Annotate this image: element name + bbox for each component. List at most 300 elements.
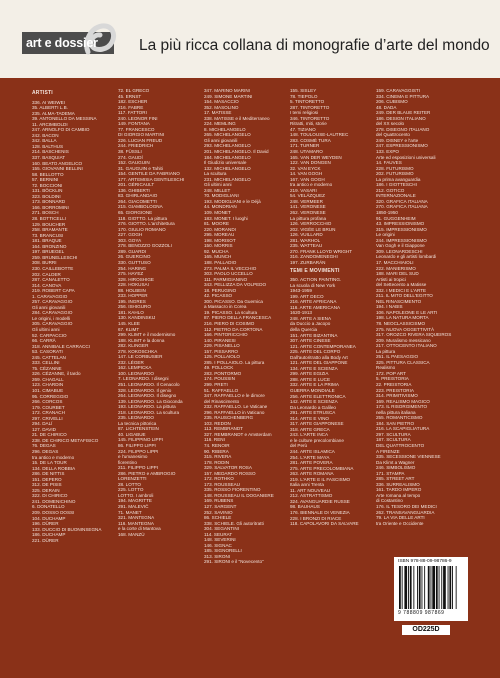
monograph-entry: 1620-1913	[290, 310, 312, 316]
monograph-entry: 101. CIMABUE	[32, 387, 64, 393]
monograph-entry: 183. MONET. I luoghi	[204, 215, 248, 221]
monograph-entry: 145. KLEE	[118, 320, 140, 326]
monograph-entry: 131. BÖCKLIN	[32, 188, 63, 194]
monograph-entry: 167. VAN GOGH	[290, 176, 325, 182]
monograph-entry: Leonardo e gli artisti lombardi	[376, 254, 437, 260]
monograph-entry: 43. IMPRESSIONISMO	[376, 221, 425, 227]
monograph-entry: 26. GUERCINO	[118, 254, 151, 260]
monograph-entry: 72. EL GRECO	[118, 88, 150, 93]
monograph-entry: 11. ART NOUVEAU	[290, 487, 331, 493]
monograph-entry: 11. ARCIMBOLDI	[32, 121, 68, 127]
monograph-entry: 65. GIORGIONE	[118, 210, 153, 216]
monograph-entry: 201. MICHELANGELO. Il David	[204, 149, 269, 155]
monograph-entry: 148. ROUSSEAU IL DOGANIERE	[204, 492, 274, 498]
art-e-dossier-logo	[22, 32, 114, 54]
monograph-entry: 235. RAUSCHENBERG	[204, 415, 254, 421]
monograph-entry: 215. GIAMBOLOGNA	[118, 204, 163, 210]
monograph-entry: 312. DE PISIS	[32, 482, 62, 488]
monograph-entry: 202. CALDER	[32, 271, 61, 277]
monograph-entry: 195. INGRES	[118, 298, 146, 304]
monograph-entry: Arte romana al tempo	[376, 492, 421, 498]
monograph-entry: 141. VERONESE	[290, 204, 326, 210]
monograph-entry: 130. KANDINSKIJ	[118, 315, 156, 321]
monograph-entry: 217. OTTOCENTO ITALIANO	[376, 343, 437, 349]
monograph-entry: 151. DEPERO	[32, 476, 62, 482]
monograph-entry: 334. CINEMA E PITTURA	[376, 93, 430, 99]
monograph-entry: 291. MALEVIČ	[118, 504, 149, 510]
monograph-entry: 123. CHARDIN	[32, 382, 64, 388]
monograph-entry: 275. HAYEZ	[118, 271, 144, 277]
monograph-entry: 224. FILIPPO LIPPI	[118, 448, 159, 454]
monograph-entry: 103. REDON	[204, 420, 231, 426]
monograph-entry: A FIRENZE	[376, 448, 400, 454]
monograph-entry: e l'umanesimo	[118, 454, 148, 460]
monograph-entry: 28. LOTTO	[118, 481, 141, 487]
spine-band	[0, 78, 24, 678]
monograph-entry: 116. RENI	[204, 437, 225, 443]
monograph-entry: 206. CUBISMO	[376, 99, 408, 105]
monograph-entry: 106. NAPOLEONE E LE ARTI	[376, 309, 438, 315]
monograph-entry: del Rinascimento	[204, 398, 240, 404]
monograph-entry: 289. GUARDI	[118, 248, 147, 254]
monograph-entry: 134. DELLA ROBBIA	[32, 465, 76, 471]
list-column	[376, 88, 454, 526]
monograph-entry: 278. DISEGNO ITALIANO	[376, 126, 430, 132]
monograph-entry: 262. TRANSAVANGUARDIA	[376, 509, 435, 515]
monograph-entry: 91. GUGGENHEIM	[376, 215, 416, 221]
monograph-entry: e le culture precolombiane	[290, 437, 344, 443]
monograph-entry: 281. ARTE POVERA	[290, 460, 333, 466]
monograph-entry: Van Gogh e il Giappone	[376, 243, 425, 249]
monograph-entry: 14. VAN GOGH	[290, 171, 323, 177]
monograph-entry: 338. MATISSE e il Mediterraneo	[204, 115, 270, 121]
monograph-entry: Da Leonardo a Galileo	[290, 404, 336, 410]
monograph-entry: 157. PISSARRO	[204, 348, 238, 354]
monograph-entry: 39. ANTONELLO DA MESSINA	[32, 116, 97, 122]
monograph-entry: 18. PERUGINO	[204, 287, 237, 293]
monograph-entry: Realismo	[376, 365, 396, 371]
monograph-entry: 209. Muralismo messicano	[376, 337, 431, 343]
monograph-entry: 326. CÉZANNE, il tardo	[32, 371, 81, 377]
monograph-entry: tra antico e moderno	[290, 182, 333, 188]
monograph-entry: 79. LA VIA DELLE ARTI	[376, 515, 425, 521]
monograph-entry: Il Giudizio universale	[204, 160, 247, 166]
monograph-entry: 193. LEONARDO. La pittura	[118, 404, 176, 410]
monograph-entry: 308. BURRI	[32, 260, 57, 266]
monograph-entry: 219. VASARI	[290, 187, 317, 193]
monograph-entry: 179. COURBET	[32, 404, 65, 410]
monograph-entry: 173. IL RISORGIMENTO	[376, 404, 428, 410]
monograph-entry: 1. CARAVAGGIO	[32, 293, 68, 299]
monograph-entry: 202. VIGÉE LE BRUN	[290, 226, 336, 232]
monograph-entry: 148. SEVERINI	[204, 537, 236, 543]
monograph-entry: 126. VUILLARD	[290, 232, 323, 238]
monograph-entry: 286. DE NITTIS	[32, 471, 65, 477]
monograph-entry: 343. PELLIZZA DA VOLPEDO	[204, 282, 267, 288]
monograph-entry: 194. I NABIS	[376, 304, 403, 310]
monograph-entry: 256. ARTE ELETTRONICA	[290, 393, 346, 399]
monograph-entry: 317. ARTE GIAPPONESE	[290, 421, 344, 427]
monograph-entry: 307. ARTE CINESE	[290, 338, 331, 344]
monograph-entry: 330. GUTTUSO	[118, 259, 151, 265]
monograph-entry: 211. FILIPPO LIPPI	[118, 465, 159, 471]
monograph-entry: 219. ROBERT CAPA	[32, 288, 75, 294]
monograph-entry: 172. ROTHKO	[204, 476, 234, 482]
monograph-entry: 172. POP ART	[376, 370, 406, 376]
monograph-entry: 251. IL PAESAGGIO	[376, 354, 419, 360]
monograph-entry: 347. MARINO MARINI	[204, 88, 250, 93]
monograph-entry: 54. VELÁZQUEZ	[290, 193, 325, 199]
monograph-entry: 257. CARAVAGGIO	[32, 299, 73, 305]
monograph-entry: 270. GRAFICA ITALIANA	[376, 204, 428, 210]
monograph-entry: 216. ARTE AFRICANA	[290, 299, 337, 305]
monograph-entry: 273. PALMA IL VECCHIO	[204, 265, 257, 271]
monograph-entry: 49. POLLOCK	[204, 365, 234, 371]
monograph-entry: 155. GIOVANNI BELLINI	[32, 166, 83, 172]
monograph-entry: 254. L'ARTE MAYA	[290, 454, 330, 460]
monograph-entry: 125. POLLAIOLO	[204, 354, 241, 360]
monograph-entry: 325. PITTURA CLASSICA	[376, 359, 430, 365]
monograph-entry: 263. ARTE ROMANA	[290, 471, 334, 477]
monograph-entry: 314. CANOVA	[32, 282, 62, 288]
monograph-entry: 209. DOSSO DOSSI	[32, 510, 75, 516]
monograph-entry: 197. BRUEGEL	[32, 249, 65, 255]
monograph-entry: 58. BELLOTTO	[32, 171, 64, 177]
logo-text: art e dossier	[26, 36, 98, 50]
monograph-entry: fiorentino	[118, 459, 137, 465]
monograph-entry: 328. HIROSHIGE	[118, 276, 154, 282]
monograph-entry: 47. TIZIANO	[290, 126, 316, 132]
monograph-entry: 188. MARI DEL SUD	[376, 271, 419, 277]
monograph-entry: 220. MORANDI	[204, 226, 236, 232]
monograph-entry: 214. BASCHENIS	[32, 149, 69, 155]
monograph-entry: 154. MASACCIO	[204, 99, 239, 105]
monograph-entry: INTERNAZIONALE	[376, 193, 416, 199]
monograph-entry: 225. LOTTO	[118, 487, 144, 493]
monograph-entry: 169. RUBENS	[204, 498, 234, 504]
monograph-entry: 231. MICHELANGELO	[204, 176, 251, 182]
monograph-entry: 248. UTAMARO	[290, 149, 323, 155]
monograph-entry: 297. CRIVELLI	[32, 415, 63, 421]
monograph-entry: 296. RAFFAELLO in Vaticano	[204, 409, 265, 415]
monograph-entry: 129. BOUCHER	[32, 221, 66, 227]
monograph-entry: 17. MACCHIAIOLI	[376, 259, 414, 265]
monograph-entry: 196. DÜRER	[32, 521, 59, 527]
monograph-entry: 264. LEONARDO. Il disegno	[118, 393, 177, 399]
monograph-entry: DI GIORGIO MARTINI	[118, 132, 165, 138]
monograph-entry: 52. CARPACCIO	[32, 332, 67, 338]
monograph-entry: 216. LA SCAPIGLIATURA	[376, 426, 430, 432]
monograph-entry: 269. CHAGALL	[32, 376, 64, 382]
monograph-entry: 188. PALLADIO	[204, 259, 237, 265]
monograph-entry: 78. NEOCLASSICISMO	[376, 320, 426, 326]
monograph-entry: 303. GOYA	[118, 237, 142, 243]
monograph-entry: 246. SIMBOLISMO	[376, 465, 416, 471]
monograph-entry: Artisti ai tropici	[376, 276, 406, 282]
monograph-entry: 347. RAFFAELLO e le dimore	[204, 393, 265, 399]
monograph-entry: 248. MILLET	[204, 187, 231, 193]
monograph-entry: 121. ARTE CONTEMPORANEA	[290, 343, 356, 349]
monograph-entry: 316. ZANDOMENEGHI	[290, 254, 338, 260]
monograph-entry: 293. MICHELANGELO	[204, 143, 251, 149]
monograph-entry: 83. GHIRLANDAIO	[118, 193, 158, 199]
monograph-entry: 147. LE CORBUSIER	[118, 354, 163, 360]
monograph-entry: 244. IMPRESSIONISMO	[376, 237, 427, 243]
monograph-entry: 352. MASOLINO	[204, 104, 239, 110]
monograph-entry: 296. DEGAS	[32, 449, 59, 454]
monograph-entry: 181. BRAQUE	[32, 238, 62, 244]
monograph-entry: 350. ACTION PAINTING.	[290, 277, 342, 283]
monograph-entry: 346. TINTORETTO	[290, 115, 330, 121]
monograph-entry: 171. STAMPA	[376, 470, 405, 476]
monograph-entry: 78. TIEPOLO	[290, 93, 318, 99]
monograph-entry: 74. RENOIR	[204, 443, 230, 448]
monograph-entry: 318. ARTE GRECA	[290, 426, 330, 432]
monograph-entry: DEL QUATTROCENTO	[376, 443, 425, 448]
monograph-entry: 126. VERROCCHIO	[290, 221, 332, 227]
monograph-entry: del Settecento a Matisse	[376, 282, 427, 288]
monograph-entry: 112. PIETRO DA CORTONA	[204, 326, 263, 332]
monograph-entry: 169. REALISMO MAGICO	[376, 398, 430, 404]
monograph-entry: 155. SISLEY	[290, 88, 317, 93]
monograph-entry: 38. FÜSSLI	[118, 149, 142, 155]
monograph-entry: 232. LÉGER	[118, 359, 144, 365]
monograph-entry: 274. GAUDÍ	[118, 154, 143, 160]
monograph-entry: Ritratti, miti, storie	[290, 121, 327, 127]
monograph-entry: 87. PIERO DELLA FRANCESCA	[204, 315, 272, 321]
barcode-icon	[398, 566, 464, 609]
monograph-entry: La pittura profana	[290, 215, 327, 221]
monograph-entry: 238. DE CHIRICO METAFISICO	[32, 437, 99, 443]
monograph-entry: 118. GIOTTO. La pittura	[118, 215, 168, 221]
monograph-entry: La scultura	[204, 171, 227, 177]
monograph-entry: 294. DALÍ	[32, 421, 53, 427]
monograph-entry: 228. FUTURISMO	[376, 165, 414, 171]
monograph-entry: 113. REMBRANDT	[204, 426, 243, 432]
monograph-entry: 278. BENOZZO GOZZOLI	[118, 243, 172, 249]
monograph-entry: 251. LEONARDO. Il Cenacolo	[118, 381, 180, 387]
monograph-entry: 197. ZURBARÁN	[290, 259, 326, 265]
monograph-entry: 283. PONTORMO	[204, 370, 242, 376]
monograph-entry: 247. ESPRESSIONISMO	[376, 143, 428, 149]
monograph-entry: 235. ALMA-TADEMA	[32, 110, 75, 116]
monograph-entry: Gli anni giovanili	[32, 304, 66, 310]
monograph-entry: 252. SAVINIO	[204, 509, 233, 515]
monograph-entry: 216. FABRE	[118, 104, 144, 110]
monograph-entry: 174. POUSSIN	[204, 376, 235, 382]
monograph-entry: del Perù	[290, 443, 308, 449]
monograph-entry: 152. GAUGUIN	[118, 160, 150, 166]
monograph-entry: 151. ARTE BIZANTINA	[290, 332, 338, 338]
monograph-entry: 233. HOPPER	[118, 293, 148, 299]
monograph-entry: da Duccio a Jacopo	[290, 321, 331, 327]
monograph-entry: 225. ARTE DEL CORPO	[290, 349, 341, 355]
monograph-entry: La prima avanguardia	[376, 176, 421, 182]
monograph-entry: 336. SURREALISMO	[376, 481, 420, 487]
monograph-entry: 336. AI WEIWEI	[32, 99, 65, 105]
monograph-entry: 320. GRAFICA ITALIANA	[376, 198, 428, 204]
monograph-entry: 327. REMBRANDT e Amsterdam	[204, 431, 272, 437]
monograph-entry: 286. PIETRO e AMBROGIO	[118, 470, 176, 476]
monograph-entry: Da Klimt a Wagner	[376, 459, 415, 465]
monograph-entry: 342. BALLA	[32, 138, 57, 144]
monograph-entry: 276. GIOTTO. L'architettura	[118, 221, 175, 227]
monograph-entry: nella pittura italiana	[376, 409, 416, 415]
monograph-entry: 313. SIRONI	[204, 553, 231, 559]
monograph-entry: 243. L'ARTE INCA	[290, 432, 329, 438]
monograph-entry: 86. FILIPPO LIPPI	[118, 443, 156, 448]
header	[0, 0, 500, 78]
monograph-entry: 227. GOGH	[118, 232, 143, 238]
monograph-entry: 275. ARTE PRECOLOMBIANA	[290, 465, 354, 471]
monograph-entry: 176. IL TESORO DEI MEDICI	[376, 504, 437, 510]
monograph-entry: 275. NUOVA OGGETTIVITÀ	[376, 326, 435, 332]
monograph-entry: 95. CORREGGIO	[32, 393, 69, 399]
monograph-entry: 53. CASORATI	[32, 349, 63, 355]
monograph-entry: 300. PICASSO. Da Guernica	[204, 298, 263, 304]
monograph-entry: 57. BERNINI	[32, 177, 59, 183]
monograph-entry: 76. DEGAS	[32, 443, 56, 449]
monograph-entry: 228. I BRONZI DI RIACE	[290, 515, 342, 521]
monograph-entry: Gli anni giovanili	[204, 137, 238, 143]
monograph-entry: 186. I GIOTTESCHI	[376, 182, 417, 188]
monograph-entry: 1943-1959	[290, 288, 312, 294]
monograph-entry: 77. FRANCESCO	[118, 126, 155, 132]
monograph-entry: 5. PREISTORIA	[376, 376, 409, 382]
monograph-entry: 187. SCULTURA	[376, 437, 411, 443]
monograph-entry: 145. FILIPPINO LIPPI	[118, 437, 163, 443]
monograph-entry: La scuola di New York	[290, 282, 336, 288]
monograph-entry: 241. DOMENICHINO	[32, 498, 76, 504]
monograph-entry: 142. ARTE E SCIENZA	[290, 399, 338, 405]
monograph-entry: 299. KLIMT e il modernismo	[118, 332, 176, 338]
monograph-entry: 154. GENTILE DA FABRIANO	[118, 171, 180, 177]
section-heading: ARTISTI	[32, 90, 53, 96]
monograph-entry: 136. GHIBERTI	[118, 187, 150, 193]
monograph-entry: 170. GIULIO ROMANO	[118, 226, 166, 232]
monograph-entry: 139. LEONARDO. La Gioconda	[118, 398, 183, 404]
monograph-entry: 198. LA NATURA MORTA	[376, 315, 429, 321]
monograph-entry: 1850-1950	[376, 210, 398, 216]
monograph-entry: 182. ESCHER	[118, 99, 148, 105]
monograph-entry: 45. ERNST	[118, 93, 142, 99]
monograph-entry: 338. SCHIELE. Gli autoritratti	[204, 520, 264, 526]
monograph-entry: 6. DONATELLO	[32, 504, 65, 510]
monograph-entry: 172. CRANACH	[32, 410, 65, 416]
monograph-entry: 318. ANNIBALE CARRACCI	[32, 343, 90, 349]
monograph-entry: Gli ultimi anni	[204, 182, 232, 188]
monograph-entry: 218. LEONARDO. La scultura	[118, 409, 180, 415]
ean-number: 9 788809 987869	[398, 610, 445, 616]
monograph-entry: a Massacro in Corea	[204, 304, 247, 310]
monograph-entry: 19. PICASSO. La scultura	[204, 309, 258, 315]
monograph-entry: 304. SEGANTINI	[204, 526, 239, 532]
monograph-entry: 284. CARAVAGGIO	[32, 310, 73, 316]
monograph-entry: 48. DADA	[376, 104, 397, 110]
monograph-entry: 92. MUCHA	[204, 248, 229, 254]
monograph-entry: 314. PRIMITIVISMO	[376, 393, 418, 399]
monograph-entry: 86. SCHIELE	[204, 515, 232, 521]
monograph-entry: 75. CÉZANNE	[32, 365, 62, 371]
monograph-entry: 248. ARTE A SIENA	[290, 315, 332, 321]
monograph-entry: 248. VERMEER	[290, 198, 323, 204]
monograph-entry: 21. DE CHIRICO	[32, 432, 67, 438]
monograph-entry: 17. MATISSE	[204, 110, 232, 116]
monograph-entry: Le origini, i modelli	[32, 315, 71, 321]
monograph-entry: 258. BRAMANTE	[32, 227, 68, 233]
monograph-entry: 165. MUNCH	[204, 254, 232, 260]
monograph-entry: 305. CARAVAGGIO	[32, 321, 73, 327]
monograph-entry: 32. VAN EYCK	[290, 165, 321, 171]
monograph-entry: di Costantino	[376, 498, 403, 504]
monograph-entry: 329. SALVATOR ROSA	[204, 465, 252, 471]
monograph-entry: 81. MOORE	[204, 221, 230, 227]
monograph-entry: 15. DE LA TOUR	[32, 460, 67, 466]
monograph-entry: 28. BOTTICELLI	[32, 216, 66, 222]
monograph-entry: 303. PAOLO UCCELLO	[204, 271, 253, 277]
monograph-entry: 299. ARTE EGIZIA	[290, 371, 329, 377]
monograph-entry: 146. SIGNAC	[204, 542, 232, 548]
monograph-entry: 173. ROUSSEAU	[204, 481, 240, 487]
monograph-entry: 299. PRETI	[204, 381, 228, 387]
monograph-entry: 71. MANET	[118, 509, 142, 515]
monograph-entry: 178. RODIN	[204, 459, 230, 465]
monograph-entry: della Quercia	[290, 326, 318, 332]
monograph-entry: 194. MAGRITTE	[118, 498, 152, 504]
monograph-entry: 176. BIENNALE DI VENEZIA	[290, 510, 350, 516]
monograph-entry: 201. GÉRICAULT	[118, 182, 155, 188]
monograph-entry: 232. RAFFAELLO. Le Vaticane	[204, 404, 268, 410]
isbn-number: ISBN 978-88-09-98786-9	[398, 559, 452, 564]
monograph-entry: del Quattrocento	[376, 132, 410, 138]
monograph-entry: 242. BACON	[32, 132, 59, 138]
monograph-entry: 165. VAN DER WEYDEN	[290, 154, 342, 160]
monograph-entry: 285. I POLLAIOLO. La pittura	[204, 359, 265, 365]
monograph-entry: 8. MICHELANGELO	[204, 126, 246, 132]
monograph-entry: 281. WARHOL	[290, 237, 321, 243]
monograph-entry: 323. BOLDINI	[32, 193, 61, 199]
monograph-entry: 224. MEMLING	[204, 121, 236, 127]
barcode-block	[394, 557, 468, 621]
monograph-entry: 72. BOCCIONI	[32, 182, 63, 188]
monograph-entry: 287. CANALETTO	[32, 277, 70, 283]
monograph-entry: 40. LIGABUE	[118, 431, 146, 437]
monograph-entry: 70. MODIGLIANI	[204, 193, 239, 199]
monograph-entry: Dall'autoritratto alla Body Art	[290, 354, 348, 360]
monograph-entry: 150. MORRIS	[204, 243, 233, 249]
monograph-entry: 98. BAUHAUS	[290, 504, 320, 510]
monograph-entry: 256. ISHIGURO	[118, 304, 151, 310]
monograph-entry: 166. BORROMINI	[32, 204, 69, 210]
monograph-entry: 140. PIRANESI	[204, 337, 236, 343]
monograph-entry: 181. KAHLO	[118, 309, 144, 315]
monograph-entry: 198. MORISOT	[204, 237, 236, 243]
monograph-entry: 335. ROSSO FIORENTINO	[204, 487, 261, 493]
monograph-entry: 114. SEURAT	[204, 531, 233, 537]
monograph-entry: 270. FRANK LLOYD WRIGHT	[290, 248, 353, 254]
monograph-entry: 247. ARNOLFO DI CAMBIO	[32, 127, 90, 133]
monograph-entry: 100. LEONARDO	[118, 370, 154, 376]
monograph-entry: 199. ART DECO	[290, 293, 324, 299]
monograph-entry: 244. ARTE ISLAMICA	[290, 449, 335, 454]
monograph-entry: 127. DAVID	[32, 426, 56, 432]
monograph-entry: 184. SAN PIETRO	[376, 420, 415, 426]
monograph-entry: Italia anni Trenta	[290, 482, 324, 488]
monograph-entry: 118. CAPOLAVORI DA SALVARE	[290, 521, 359, 527]
monograph-entry: 87. LICHTENSTEIN	[118, 426, 159, 432]
monograph-entry: 255. ROMANTICISMO	[376, 415, 423, 421]
monograph-entry: 271. BOSCH	[32, 210, 59, 216]
